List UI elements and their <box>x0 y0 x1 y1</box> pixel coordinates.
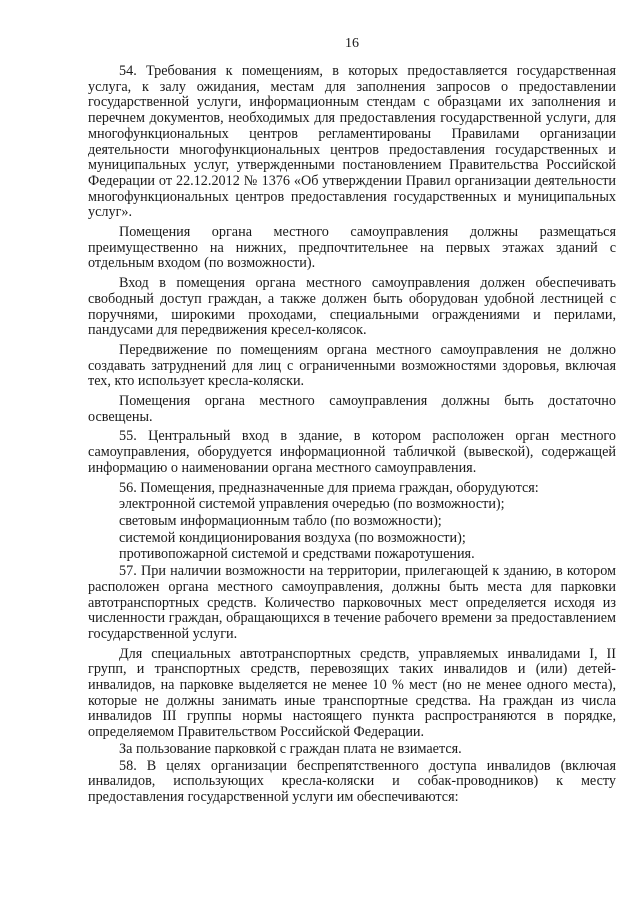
paragraph-parking-free: За пользование парковкой с граждан плата не взимается. <box>119 740 462 757</box>
paragraph-58: 58. В целях организации беспрепятственного доступа инвалидов (включая инвалидов, использующих кресла-коляски и собак-проводников) к месту предоставления государственной услуги им обеспечиваются: <box>88 757 616 805</box>
paragraph-55: 55. Центральный вход в здание, в котором расположен орган местного самоуправления, оборудуется информационной табличкой (вывеской), содержащей информацию о наименовании органа местного самоуправления. <box>88 428 616 476</box>
list-item: системой кондиционирования воздуха (по возможности); <box>119 529 466 546</box>
paragraph-premises-floors: Помещения органа местного самоуправления должны размещаться преимущественно на нижних, предпочтительнее на первых этажах зданий с отдельным входом (по возможности). <box>88 224 616 272</box>
paragraph-56: 56. Помещения, предназначенные для приема граждан, оборудуются: <box>119 479 539 496</box>
paragraph-54: 54. Требования к помещениям, в которых предоставляется государственная услуга, к залу ожидания, местам для заполнения запросов о предоставлении государственной услуги, информационным стендам с образцами их заполнения и перечнем документов, необходимых для предоставления государственной услуги, для многофункциональных центров регламентированы Правилами организации деятельности многофункциональных центров предоставления государственных и муниципальных услуг, утвержденными постановлением Правительства Российской Федерации от 22.12.2012 № 1376 «Об утверждении Правил организации деятельности многофункциональных центров предоставления государственных и муниципальных услуг». <box>88 63 616 221</box>
page-number: 16 <box>345 36 359 51</box>
paragraph-movement: Передвижение по помещениям органа местного самоуправления не должно создавать затруднений для лиц с ограниченными возможностями здоровья, включая тех, кто использует кресла-коляски. <box>88 341 616 390</box>
list-item: противопожарной системой и средствами пожаротушения. <box>119 546 475 563</box>
list-item: световым информационным табло (по возможности); <box>119 512 442 529</box>
paragraph-57: 57. При наличии возможности на территории, прилегающей к зданию, в котором расположен органа местного самоуправления, должны быть места для парковки автотранспортных средств. Количество парковочных мест определяется исходя из численности граждан, обращающихся в течение рабочего времени за предоставлением государственной услуги. <box>88 563 616 642</box>
paragraph-entrance-access: Вход в помещения органа местного самоуправления должен обеспечивать свободный доступ граждан, а также должен быть оборудован удобной лестницей с поручнями, широкими проходами, специальными ограждениями и перилами, пандусами для передвижения кресел-колясок. <box>88 275 616 339</box>
paragraph-disabled-parking: Для специальных автотранспортных средств, управляемых инвалидами I, II групп, и транспортных средств, перевозящих таких инвалидов и (или) детей-инвалидов, на парковке выделяется не менее 10 % мест (но не менее одного места), которые не должны занимать иные транспортные средства. На граждан из числа инвалидов III группы нормы настоящего пункта распространяются в порядке, определяемом Правительством Российской Федерации. <box>88 645 616 741</box>
list-item: электронной системой управления очередью (по возможности); <box>119 496 505 513</box>
paragraph-lighting: Помещения органа местного самоуправления должны быть достаточно освещены. <box>88 393 616 425</box>
